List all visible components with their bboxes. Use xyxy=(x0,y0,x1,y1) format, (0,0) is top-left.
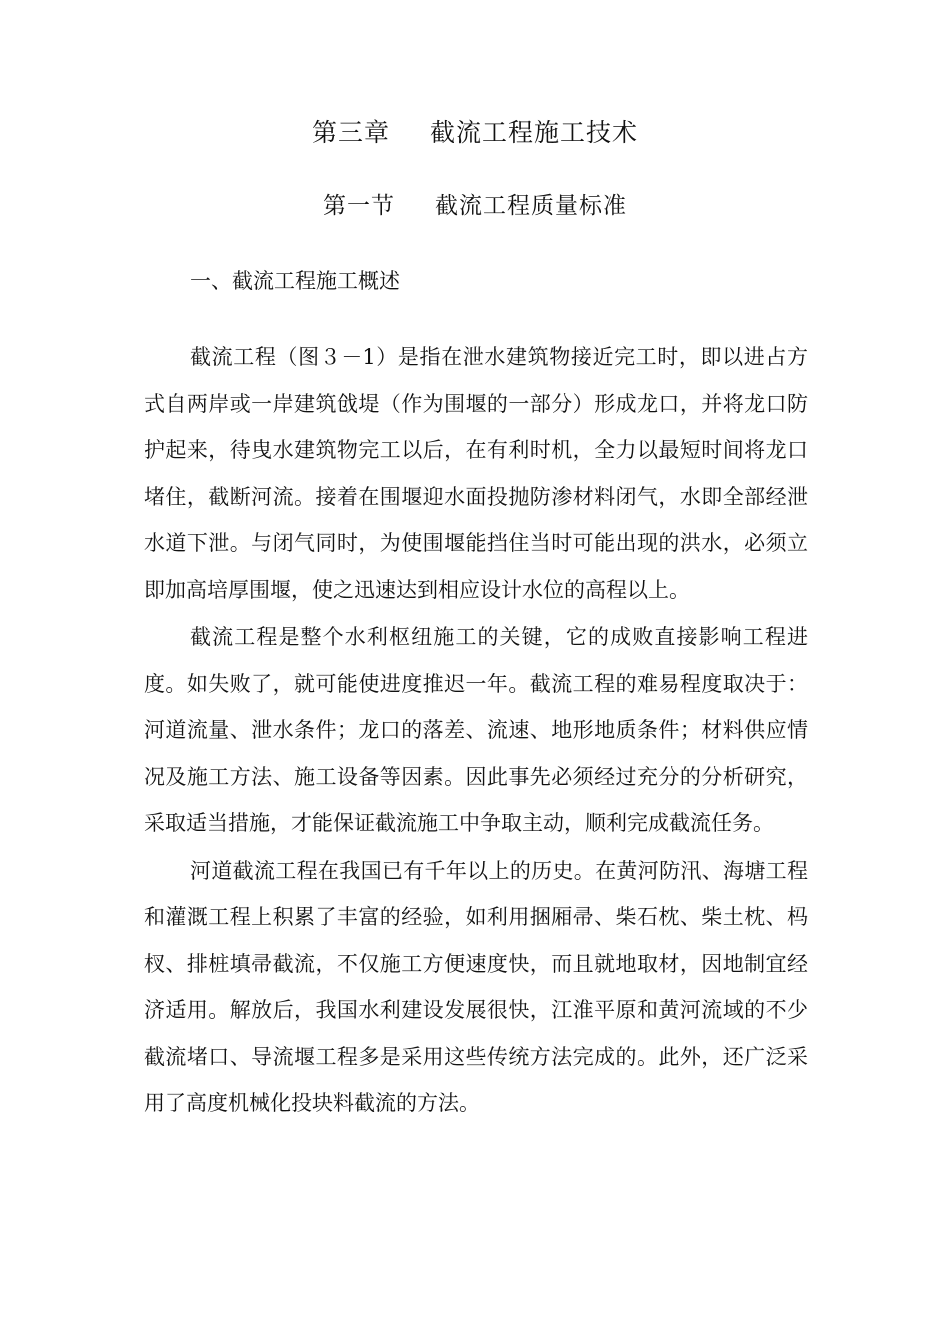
section-title-text: 截流工程质量标准 xyxy=(435,193,627,219)
paragraph: 截流工程（图３－1）是指在泄水建筑物接近完工时，即以进占方式自两岸或一岸建筑戗堤（作为围堰的一部分）形成龙口，并将龙口防护起来，待曳水建筑物完工以后，在有利时机，全力以最短时间将龙口堵住，截断河流。接着在围堰迎水面投抛防渗材料闭气，水即全部经泄水道下泄。与闭气同时，为使围堰能挡住当时可能出现的洪水，必须立即加高培厚围堰，使之迅速达到相应设计水位的高程以上。 xyxy=(144,345,808,602)
chapter-title xyxy=(0,113,950,153)
chapter-title-text: 截流工程施工技术 xyxy=(430,118,639,147)
paragraph: 截流工程是整个水利枢纽施工的关键，它的成败直接影响工程进度。如失败了，就可能使进度推迟一年。截流工程的难易程度取决于：河道流量、泄水条件；龙口的落差、流速、地形地质条件；材料供应情况及施工方法、施工设备等因素。因此事先必须经过充分的分析研究，采取适当措施，才能保证截流施工中争取主动，顺利完成截流任务。 xyxy=(144,625,808,835)
section-number: 第一节 xyxy=(323,193,395,219)
body-text xyxy=(144,334,808,1127)
subheading: 一、截流工程施工概述 xyxy=(190,269,400,293)
section-title xyxy=(0,186,950,226)
chapter-number: 第三章 xyxy=(311,118,390,147)
paragraph: 河道截流工程在我国已有千年以上的历史。在黄河防汛、海塘工程和灌溉工程上积累了丰富的经验，如利用捆厢帚、柴石枕、柴土枕、杩杈、排桩填帚截流，不仅施工方便速度快，而且就地取材，因地制宜经济适用。解放后，我国水利建设发展很快，江淮平原和黄河流域的不少截流堵口、导流堰工程多是采用这些传统方法完成的。此外，还广泛采用了高度机械化投块料截流的方法。 xyxy=(144,858,808,1115)
